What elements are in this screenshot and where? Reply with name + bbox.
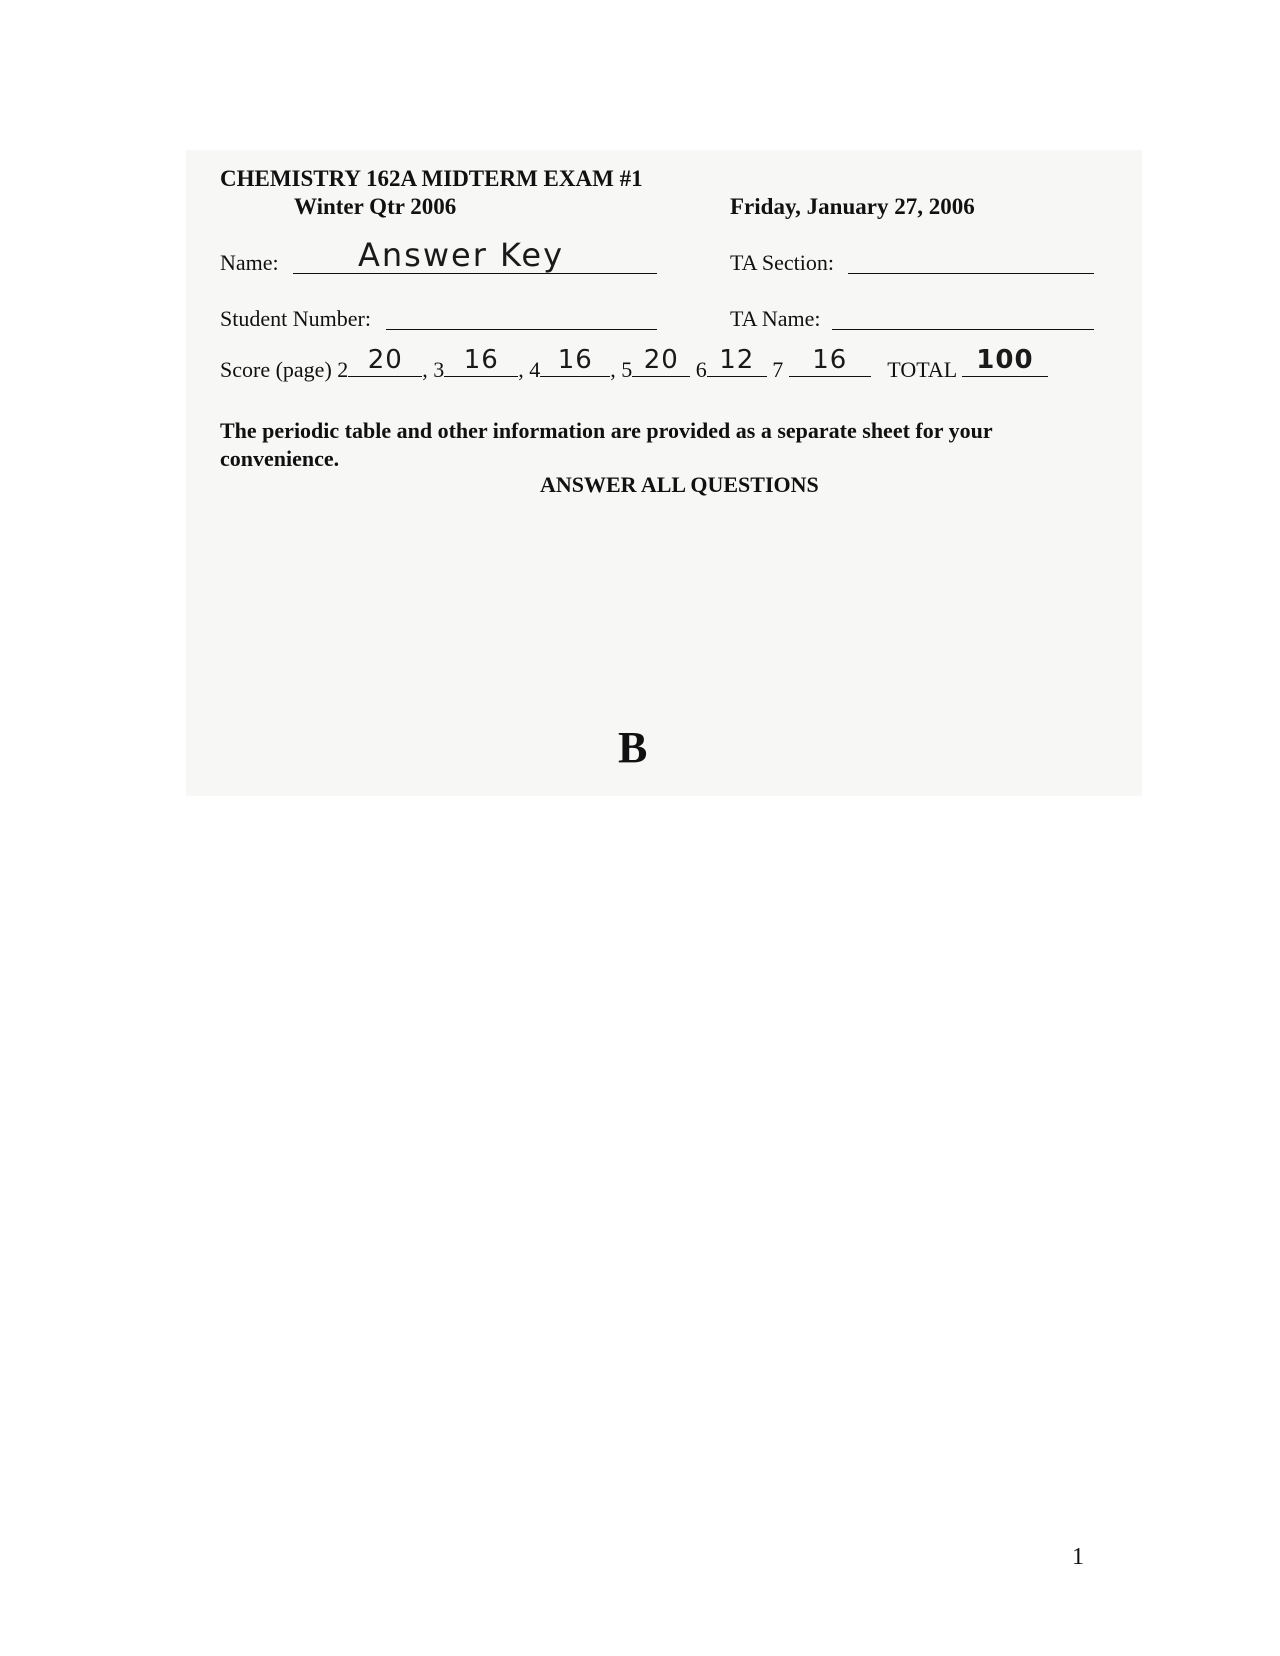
score-page-number: 2	[337, 357, 349, 382]
instructions-line-2: convenience.	[220, 446, 340, 471]
score-value: 16	[557, 345, 593, 375]
score-slot[interactable]	[707, 345, 767, 377]
score-slot[interactable]	[789, 345, 871, 377]
score-page-number: 5	[621, 357, 633, 382]
total-value: 100	[976, 345, 1034, 375]
score-value: 20	[367, 345, 403, 375]
instructions-line-1: The periodic table and other information are provided as a separate sheet for your	[220, 418, 993, 443]
answer-all-questions: ANSWER ALL QUESTIONS	[540, 472, 819, 497]
exam-title: CHEMISTRY 162A MIDTERM EXAM #1	[220, 166, 643, 191]
student-number-field-line[interactable]	[386, 329, 657, 330]
total-label: TOTAL	[887, 357, 957, 382]
score-label: Score (page)	[220, 357, 332, 382]
ta-name-field-line[interactable]	[832, 329, 1094, 330]
score-value: 16	[812, 345, 848, 375]
score-slot[interactable]	[632, 345, 690, 377]
exam-version-letter: B	[618, 723, 648, 772]
total-slot[interactable]	[962, 345, 1048, 377]
score-slot[interactable]	[540, 345, 610, 377]
score-value: 20	[643, 345, 679, 375]
score-slot[interactable]	[444, 345, 518, 377]
exam-term: Winter Qtr 2006	[294, 194, 457, 219]
score-value: 16	[463, 345, 499, 375]
score-slot[interactable]	[348, 345, 422, 377]
name-label: Name:	[220, 250, 279, 275]
score-value: 12	[719, 345, 755, 375]
score-page-number: 7	[772, 357, 784, 382]
score-separator: ,	[610, 357, 616, 382]
name-handwritten-value: Answer Key	[358, 236, 565, 274]
student-number-label: Student Number:	[220, 306, 371, 331]
score-separator: ,	[518, 357, 524, 382]
ta-section-field-line[interactable]	[848, 273, 1094, 274]
score-page-number: 3	[433, 357, 445, 382]
exam-date: Friday, January 27, 2006	[730, 194, 975, 219]
score-row	[220, 345, 1048, 383]
score-page-number: 4	[529, 357, 541, 382]
page-number: 1	[1072, 1544, 1084, 1570]
ta-section-label: TA Section:	[730, 250, 834, 275]
score-separator: ,	[422, 357, 428, 382]
ta-name-label: TA Name:	[730, 306, 821, 331]
score-page-number: 6	[695, 357, 707, 382]
